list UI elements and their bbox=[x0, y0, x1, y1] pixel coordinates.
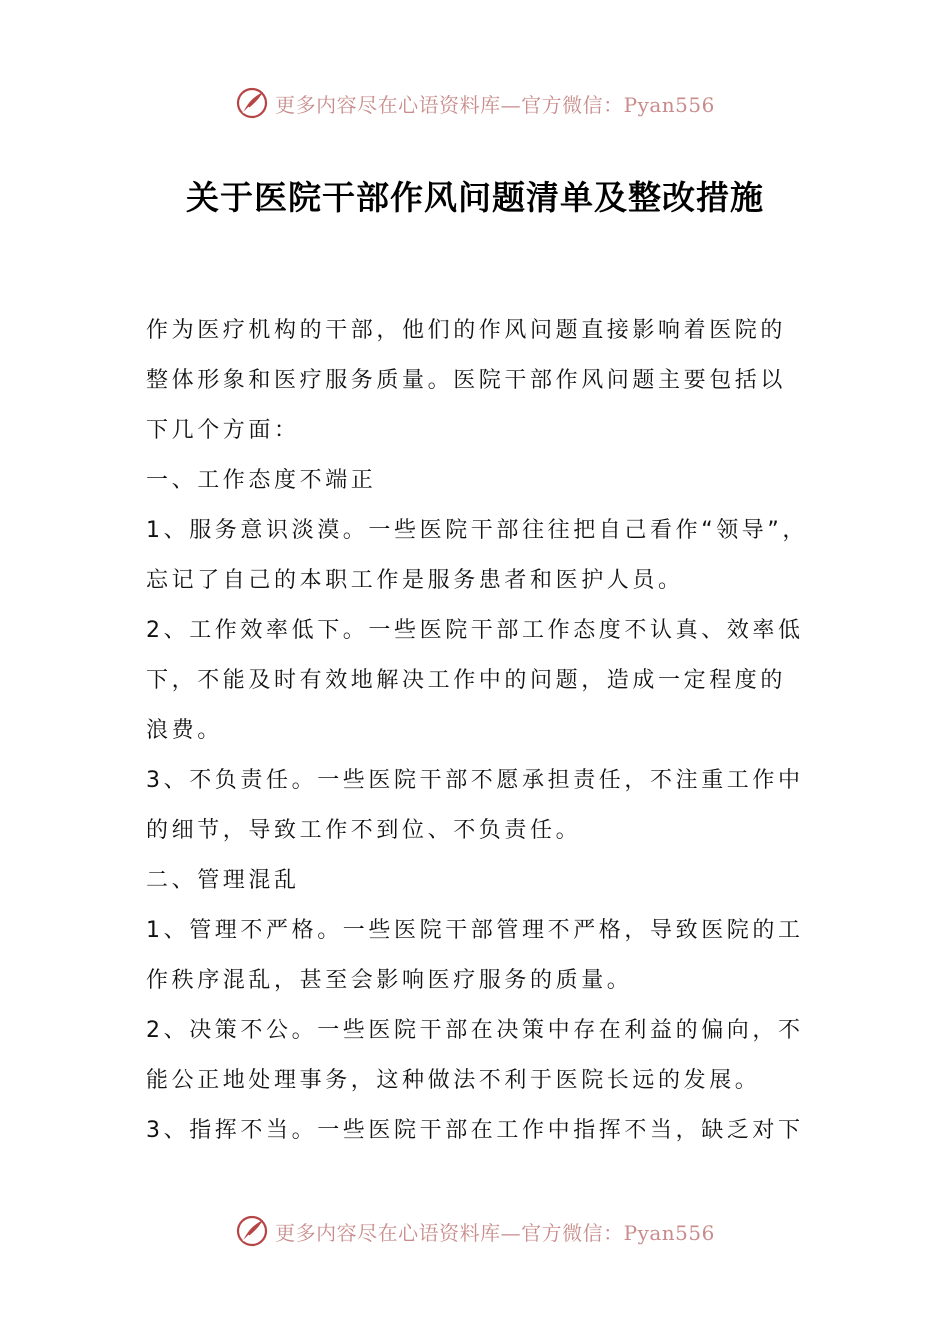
quill-logo-icon bbox=[235, 1214, 269, 1248]
paragraph-intro: 作为医疗机构的干部，他们的作风问题直接影响着医院的整体形象和医疗服务质量。医院干部作风问题主要包括以下几个方面： bbox=[146, 318, 787, 443]
list-item: 3、指挥不当。一些医院干部在工作中指挥不当，缺乏对下 bbox=[146, 1118, 804, 1143]
footer-watermark bbox=[0, 1211, 950, 1251]
quill-logo-icon bbox=[235, 86, 269, 120]
header-watermark bbox=[0, 83, 950, 123]
list-item: 3、不负责任。一些医院干部不愿承担责任，不注重工作中的细节，导致工作不到位、不负责任。 bbox=[146, 768, 804, 843]
list-item: 2、工作效率低下。一些医院干部工作态度不认真、效率低下，不能及时有效地解决工作中的问题，造成一定程度的浪费。 bbox=[146, 618, 804, 743]
list-item: 1、管理不严格。一些医院干部管理不严格，导致医院的工作秩序混乱，甚至会影响医疗服务的质量。 bbox=[146, 918, 804, 993]
footer-watermark-text: 更多内容尽在心语资料库—官方微信：Pyan556 bbox=[275, 1220, 715, 1245]
list-item: 1、服务意识淡漠。一些医院干部往往把自己看作“领导”，忘记了自己的本职工作是服务患者和医护人员。 bbox=[146, 518, 808, 593]
list-item: 2、决策不公。一些医院干部在决策中存在利益的偏向，不能公正地处理事务，这种做法不利于医院长远的发展。 bbox=[146, 1018, 804, 1093]
document-body bbox=[146, 306, 810, 1156]
section-heading-2: 二、管理混乱 bbox=[146, 868, 300, 893]
header-watermark-text: 更多内容尽在心语资料库—官方微信：Pyan556 bbox=[275, 92, 715, 117]
document-title: 关于医院干部作风问题清单及整改措施 bbox=[186, 178, 764, 217]
section-heading-1: 一、工作态度不端正 bbox=[146, 468, 377, 493]
